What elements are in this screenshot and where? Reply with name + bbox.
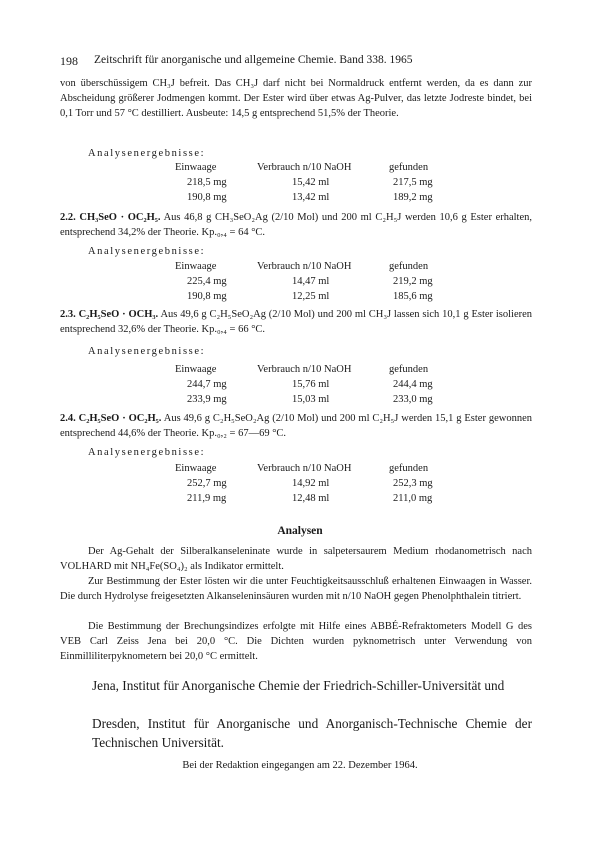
analysis-label: Analysenergebnisse: xyxy=(88,246,206,257)
section-2-2 xyxy=(60,210,532,240)
cell-weighed: 252,7 mg xyxy=(187,478,227,489)
intro-paragraph: von überschüssigem CH₃J befreit. Das CH₃J darf nicht bei Normaldruck entfernt werden, da es dann zur Abscheidung größerer Jodmengen kommt. Der Ester wird über etwas Ag-Pulver, das letzte Jodreste bindet, bei 0,1 Torr und 57 °C destilliert. Ausbeute: 14,5 g entsprechend 51,5% der Theorie. xyxy=(60,78,532,119)
cell-found: 244,4 mg xyxy=(393,379,433,390)
section-title: 2.2. CH₃SeO · OC₂H₅. xyxy=(60,212,161,223)
table-row xyxy=(175,394,475,409)
section-text: Aus 49,6 g C₂H₅SeO₂Ag (2/10 Mol) und 200 ml C₂H₅J werden 15,1 g Ester gewonnen entsprechend 44,6% der Theorie. Kp.₀,₂ = 67—69 °C. xyxy=(60,413,532,439)
received-date: Bei der Redaktion eingegangen am 22. Dezember 1964. xyxy=(182,760,418,771)
col-header-found: gefunden xyxy=(389,162,429,173)
col-header-consumption: Verbrauch n/10 NaOH xyxy=(257,261,352,272)
cell-weighed: 190,8 mg xyxy=(187,192,227,203)
analysis-label: Analysenergebnisse: xyxy=(88,346,206,357)
cell-found: 219,2 mg xyxy=(393,276,433,287)
section-2-4 xyxy=(60,411,532,441)
analysis-table xyxy=(175,463,475,508)
cell-consumption: 14,92 ml xyxy=(292,478,330,489)
col-header-consumption: Verbrauch n/10 NaOH xyxy=(257,162,352,173)
cell-found: 189,2 mg xyxy=(393,192,433,203)
analysis-label: Analysenergebnisse: xyxy=(88,148,206,159)
cell-weighed: 211,9 mg xyxy=(187,493,227,504)
analysen-paragraph-1: Der Ag-Gehalt der Silberalkanseleninate wurde in salpetersaurem Medium rhodanometrisch nach VOLHARD mit NH₄Fe(SO₄)₂ als Indikator ermittelt. xyxy=(60,546,532,572)
section-text: Aus 49,6 g C₂H₅SeO₂Ag (2/10 Mol) und 200 ml CH₃J lassen sich 10,1 g Ester isolieren entsprechend 32,6% der Theorie. Kp.₀,₄ = 66 °C. xyxy=(60,309,533,335)
cell-consumption: 13,42 ml xyxy=(292,192,330,203)
col-header-found: gefunden xyxy=(389,364,429,375)
institution-dresden: Dresden, Institut für Anorganische und Anorganisch-Technische Chemie der Technischen Universität. xyxy=(92,716,532,750)
cell-consumption: 14,47 ml xyxy=(292,276,330,287)
col-header-weighed: Einwaage xyxy=(175,162,217,173)
institution-jena: Jena, Institut für Anorganische Chemie der Friedrich-Schiller-Universität und xyxy=(92,678,505,693)
journal-title: Zeitschrift für anorganische und allgemeine Chemie. Band 338. 1965 xyxy=(94,54,413,66)
col-header-weighed: Einwaage xyxy=(175,364,217,375)
analysis-table xyxy=(175,162,475,207)
cell-found: 217,5 mg xyxy=(393,177,433,188)
section-text: Aus 46,8 g CH₃SeO₂Ag (2/10 Mol) und 200 ml C₂H₅J werden 10,6 g Ester erhalten, entsprechend 34,2% der Theorie. Kp.₀,₄ = 64 °C. xyxy=(60,212,533,238)
cell-consumption: 12,48 ml xyxy=(292,493,330,504)
col-header-consumption: Verbrauch n/10 NaOH xyxy=(257,364,352,375)
cell-weighed: 218,5 mg xyxy=(187,177,227,188)
col-header-consumption: Verbrauch n/10 NaOH xyxy=(257,463,352,474)
section-2-3 xyxy=(60,307,532,337)
cell-weighed: 244,7 mg xyxy=(187,379,227,390)
analysen-paragraph-2: Zur Bestimmung der Ester lösten wir die unter Feuchtigkeitsausschluß erhaltenen Einwaagen in Wasser. Die durch Hydrolyse freigesetzten Alkanseleninsäuren wurden mit n/10 NaOH gegen Phenolphthalein titriert. xyxy=(60,576,532,602)
table-row xyxy=(175,291,475,306)
cell-consumption: 15,76 ml xyxy=(292,379,330,390)
section-title: 2.3. C₂H₅SeO · OCH₃. xyxy=(60,309,159,320)
col-header-weighed: Einwaage xyxy=(175,463,217,474)
cell-found: 185,6 mg xyxy=(393,291,433,302)
table-row xyxy=(175,493,475,508)
cell-weighed: 225,4 mg xyxy=(187,276,227,287)
cell-found: 233,0 mg xyxy=(393,394,433,405)
col-header-found: gefunden xyxy=(389,463,429,474)
cell-found: 252,3 mg xyxy=(393,478,433,489)
table-row xyxy=(175,379,475,394)
analysis-table xyxy=(175,364,475,409)
table-header-row xyxy=(175,463,475,478)
col-header-weighed: Einwaage xyxy=(175,261,217,272)
table-row xyxy=(175,177,475,192)
table-header-row xyxy=(175,364,475,379)
cell-consumption: 15,03 ml xyxy=(292,394,330,405)
cell-consumption: 15,42 ml xyxy=(292,177,330,188)
cell-weighed: 190,8 mg xyxy=(187,291,227,302)
table-row xyxy=(175,276,475,291)
table-header-row xyxy=(175,261,475,276)
cell-consumption: 12,25 ml xyxy=(292,291,330,302)
cell-found: 211,0 mg xyxy=(393,493,433,504)
cell-weighed: 233,9 mg xyxy=(187,394,227,405)
table-header-row xyxy=(175,162,475,177)
table-row xyxy=(175,478,475,493)
page-number: 198 xyxy=(60,54,78,68)
analysis-label: Analysenergebnisse: xyxy=(88,447,206,458)
analysen-heading: Analysen xyxy=(277,525,323,537)
analysis-table xyxy=(175,261,475,306)
table-row xyxy=(175,192,475,207)
section-title: 2.4. C₂H₅SeO · OC₂H₅. xyxy=(60,413,162,424)
analysen-paragraph-3: Die Bestimmung der Brechungsindizes erfolgte mit Hilfe eines ABBÉ-Refraktometers Modell G des VEB Carl Zeiss Jena bei 20,0 °C. Die Dichten wurden pyknometrisch unter Verwendung von Einmilliliterpyknometern bei 20,0 °C ermittelt. xyxy=(60,621,532,662)
col-header-found: gefunden xyxy=(389,261,429,272)
